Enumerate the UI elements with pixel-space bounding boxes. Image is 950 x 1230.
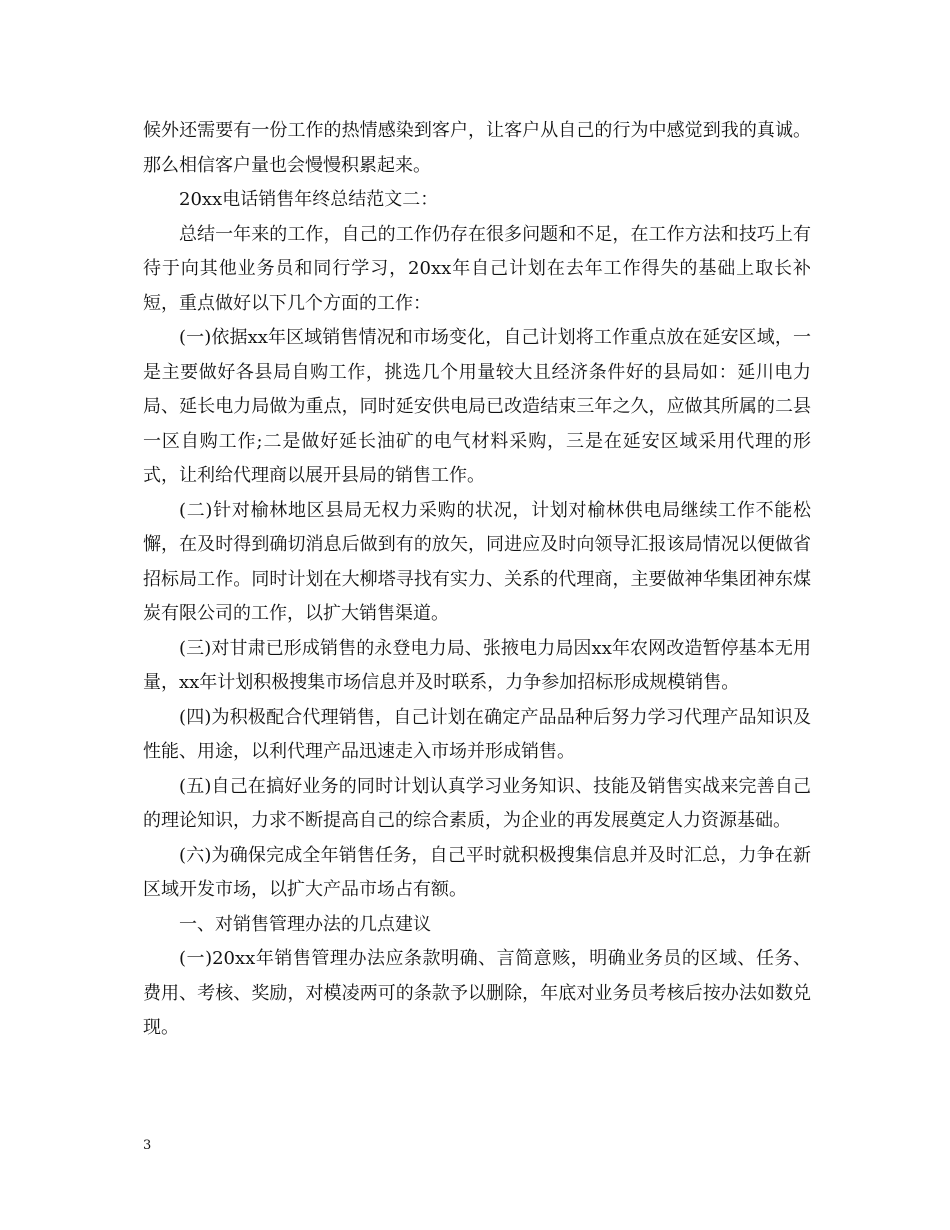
paragraph-item-5: (五)自己在搞好业务的同时计划认真学习业务知识、技能及销售实战来完善自己的理论知识，力求不断提高自己的综合素质，为企业的再发展奠定人力资源基础。 [143, 775, 811, 831]
paragraph-item-4: (四)为积极配合代理销售，自己计划在确定产品品种后努力学习代理产品知识及性能、用途，以利代理产品迅速走入市场并形成销售。 [143, 706, 811, 762]
section-heading-suggestions: 一、对销售管理办法的几点建议 [179, 913, 431, 935]
paragraph-summary: 总结一年来的工作，自己的工作仍存在很多问题和不足，在工作方法和技巧上有待于向其他业务员和同行学习，20xx年自己计划在去年工作得失的基础上取长补短，重点做好以下几个方面的工作： [143, 223, 811, 314]
section-title: 20xx电话销售年终总结范文二： [179, 189, 439, 210]
document-body [143, 114, 811, 1046]
paragraph-continuation: 候外还需要有一份工作的热情感染到客户，让客户从自己的行为中感觉到我的真诚。那么相信客户量也会慢慢积累起来。 [143, 120, 811, 176]
paragraph-suggestion-1: (一)20xx年销售管理办法应条款明确、言简意赅，明确业务员的区域、任务、费用、考核、奖励，对模凌两可的条款予以删除，年底对业务员考核后按办法如数兑现。 [143, 948, 811, 1038]
paragraph-item-2: (二)针对榆林地区县局无权力采购的状况，计划对榆林供电局继续工作不能松懈，在及时得到确切消息后做到有的放矢，同进应及时向领导汇报该局情况以便做省招标局工作。同时计划在大柳塔寻找有实力、关系的代理商，主要做神华集团神东煤炭有限公司的工作，以扩大销售渠道。 [143, 499, 811, 624]
paragraph-item-1: (一)依据xx年区域销售情况和市场变化，自己计划将工作重点放在延安区域，一是主要做好各县局自购工作，挑选几个用量较大且经济条件好的县局如：延川电力局、延长电力局做为重点，同时延安供电局已改造结束三年之久，应做其所属的二县一区自购工作;二是做好延长油矿的电气材料采购，三是在延安区域采用代理的形式，让利给代理商以展开县局的销售工作。 [143, 327, 811, 486]
paragraph-item-3: (三)对甘肃已形成销售的永登电力局、张掖电力局因xx年农网改造暂停基本无用量，xx年计划积极搜集市场信息并及时联系，力争参加招标形成规模销售。 [143, 637, 811, 693]
paragraph-item-6: (六)为确保完成全年销售任务，自己平时就积极搜集信息并及时汇总，力争在新区域开发市场，以扩大产品市场占有额。 [143, 844, 811, 900]
page-number: 3 [143, 1138, 152, 1153]
